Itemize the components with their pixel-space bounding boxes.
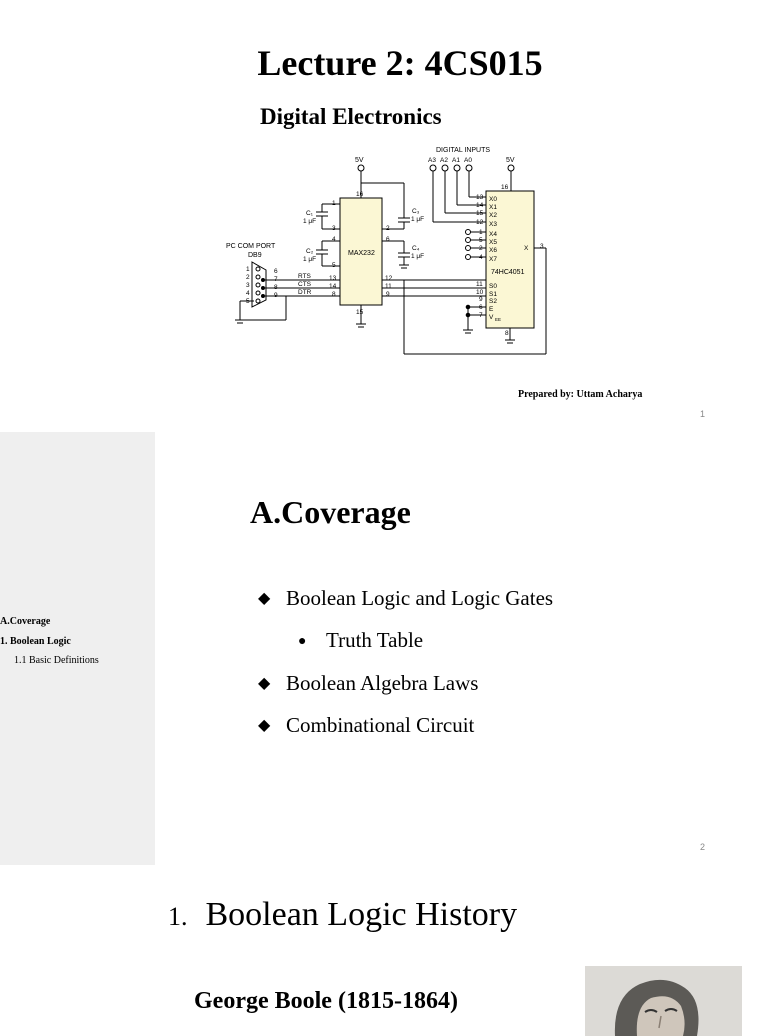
svg-text:11: 11 — [385, 283, 392, 290]
max232-label: MAX232 — [348, 250, 375, 257]
db9-pins-filled — [261, 278, 265, 298]
svg-text:1: 1 — [246, 266, 250, 273]
bullet-item — [258, 713, 474, 738]
slide-2 — [0, 432, 768, 865]
section-number: 1. — [168, 902, 188, 931]
svg-text:12: 12 — [476, 219, 484, 226]
svg-text:EE: EE — [495, 317, 502, 322]
svg-text:8: 8 — [274, 284, 278, 291]
bullet-item — [258, 586, 553, 611]
svg-text:X0: X0 — [489, 196, 497, 203]
diamond-bullet-icon: ◆ — [258, 717, 271, 734]
supply-terminal-left — [358, 165, 364, 171]
slide-3 — [0, 866, 768, 1024]
svg-text:1 μF: 1 μF — [411, 253, 425, 260]
svg-text:1: 1 — [479, 229, 483, 236]
slide-subtitle: Digital Electronics — [260, 104, 442, 129]
bullet-item — [298, 628, 423, 653]
svg-text:5: 5 — [332, 262, 336, 269]
svg-text:RTS: RTS — [298, 273, 311, 280]
svg-text:CTS: CTS — [298, 281, 311, 288]
svg-text:C₂: C₂ — [306, 248, 314, 255]
svg-text:6: 6 — [479, 304, 483, 311]
svg-text:4: 4 — [246, 290, 250, 297]
svg-text:A1: A1 — [452, 157, 460, 164]
bullet-text: Combinational Circuit — [286, 713, 475, 737]
prepared-by: Prepared by: Uttam Acharya — [518, 389, 643, 400]
sidebar-item-boolean-logic[interactable]: 1. Boolean Logic — [0, 636, 71, 647]
svg-text:6: 6 — [386, 236, 390, 243]
digital-inputs-label: DIGITAL INPUTS — [436, 147, 491, 154]
svg-text:3: 3 — [540, 243, 544, 250]
svg-text:S1: S1 — [489, 291, 497, 298]
svg-text:1 μF: 1 μF — [411, 216, 425, 223]
person-heading: George Boole (1815-1864) — [194, 988, 458, 1014]
svg-text:9: 9 — [274, 292, 278, 299]
svg-text:X2: X2 — [489, 212, 497, 219]
slide-1 — [0, 0, 768, 432]
mux-label: 74HC4051 — [491, 269, 525, 276]
svg-text:11: 11 — [476, 281, 483, 288]
svg-text:DTR: DTR — [298, 289, 312, 296]
svg-text:A0: A0 — [464, 157, 472, 164]
slide-title — [168, 896, 517, 934]
svg-text:X7: X7 — [489, 256, 497, 263]
svg-text:S0: S0 — [489, 283, 497, 290]
svg-text:8: 8 — [505, 330, 509, 337]
svg-text:A3: A3 — [428, 157, 436, 164]
portrait-sketch — [585, 966, 742, 1036]
svg-text:6: 6 — [274, 268, 278, 275]
svg-text:1: 1 — [332, 200, 336, 207]
svg-text:16: 16 — [501, 184, 509, 191]
sidebar-item-basic-definitions[interactable]: 1.1 Basic Definitions — [14, 655, 99, 666]
svg-text:7: 7 — [274, 276, 278, 283]
supply-label-right: 5V — [506, 157, 515, 164]
svg-text:S2: S2 — [489, 298, 497, 305]
svg-text:9: 9 — [386, 291, 390, 298]
db9-label: DB9 — [248, 252, 262, 259]
circle-bullet-icon: ● — [298, 634, 307, 649]
bullet-item — [258, 671, 478, 696]
com-port-label: PC COM PORT — [226, 243, 276, 250]
svg-text:X5: X5 — [489, 239, 497, 246]
svg-text:X3: X3 — [489, 221, 497, 228]
svg-text:1 μF: 1 μF — [303, 256, 317, 263]
svg-text:C₄: C₄ — [412, 245, 420, 252]
svg-text:12: 12 — [385, 275, 393, 282]
svg-text:13: 13 — [476, 194, 484, 201]
svg-text:X4: X4 — [489, 231, 497, 238]
svg-text:C₃: C₃ — [412, 208, 420, 215]
slide-title: Lecture 2: 4CS015 — [257, 43, 543, 83]
svg-text:X: X — [524, 245, 529, 252]
svg-text:5: 5 — [479, 237, 483, 244]
bullet-text: Boolean Algebra Laws — [286, 671, 479, 695]
svg-text:2: 2 — [246, 274, 250, 281]
sidebar-item-coverage[interactable]: A.Coverage — [0, 616, 51, 627]
svg-text:14: 14 — [329, 283, 337, 290]
svg-text:13: 13 — [329, 275, 337, 282]
svg-text:15: 15 — [476, 210, 484, 217]
slide-title: A.Coverage — [250, 494, 411, 530]
svg-text:2: 2 — [479, 245, 483, 252]
svg-text:C₁: C₁ — [306, 210, 313, 217]
bullet-text: Boolean Logic and Logic Gates — [286, 586, 554, 610]
diamond-bullet-icon: ◆ — [258, 590, 271, 607]
svg-text:15: 15 — [356, 309, 364, 316]
page-number: 2 — [699, 842, 705, 852]
svg-text:X1: X1 — [489, 204, 497, 211]
svg-text:2: 2 — [386, 225, 390, 232]
svg-text:14: 14 — [476, 202, 484, 209]
svg-text:3: 3 — [332, 225, 336, 232]
bullet-text: Truth Table — [326, 628, 424, 652]
page-number: 1 — [699, 409, 705, 419]
circuit-diagram — [218, 140, 550, 362]
slide-title-text: Boolean Logic History — [205, 896, 518, 933]
svg-text:5: 5 — [246, 298, 250, 305]
svg-text:10: 10 — [476, 289, 484, 296]
svg-text:9: 9 — [479, 296, 483, 303]
svg-text:7: 7 — [479, 312, 483, 319]
svg-text:E: E — [489, 306, 494, 313]
svg-text:A2: A2 — [440, 157, 448, 164]
svg-text:16: 16 — [356, 191, 364, 198]
signal-labels — [298, 273, 312, 296]
diamond-bullet-icon: ◆ — [258, 675, 271, 692]
outline-sidebar — [0, 432, 155, 865]
svg-text:4: 4 — [332, 236, 336, 243]
svg-text:1 μF: 1 μF — [303, 218, 317, 225]
svg-text:V: V — [489, 314, 494, 321]
svg-text:X6: X6 — [489, 247, 497, 254]
address-labels — [428, 157, 472, 164]
svg-text:4: 4 — [479, 254, 483, 261]
portrait-image — [585, 966, 742, 1036]
supply-label-left: 5V — [355, 157, 364, 164]
svg-text:3: 3 — [246, 282, 250, 289]
svg-text:8: 8 — [332, 291, 336, 298]
